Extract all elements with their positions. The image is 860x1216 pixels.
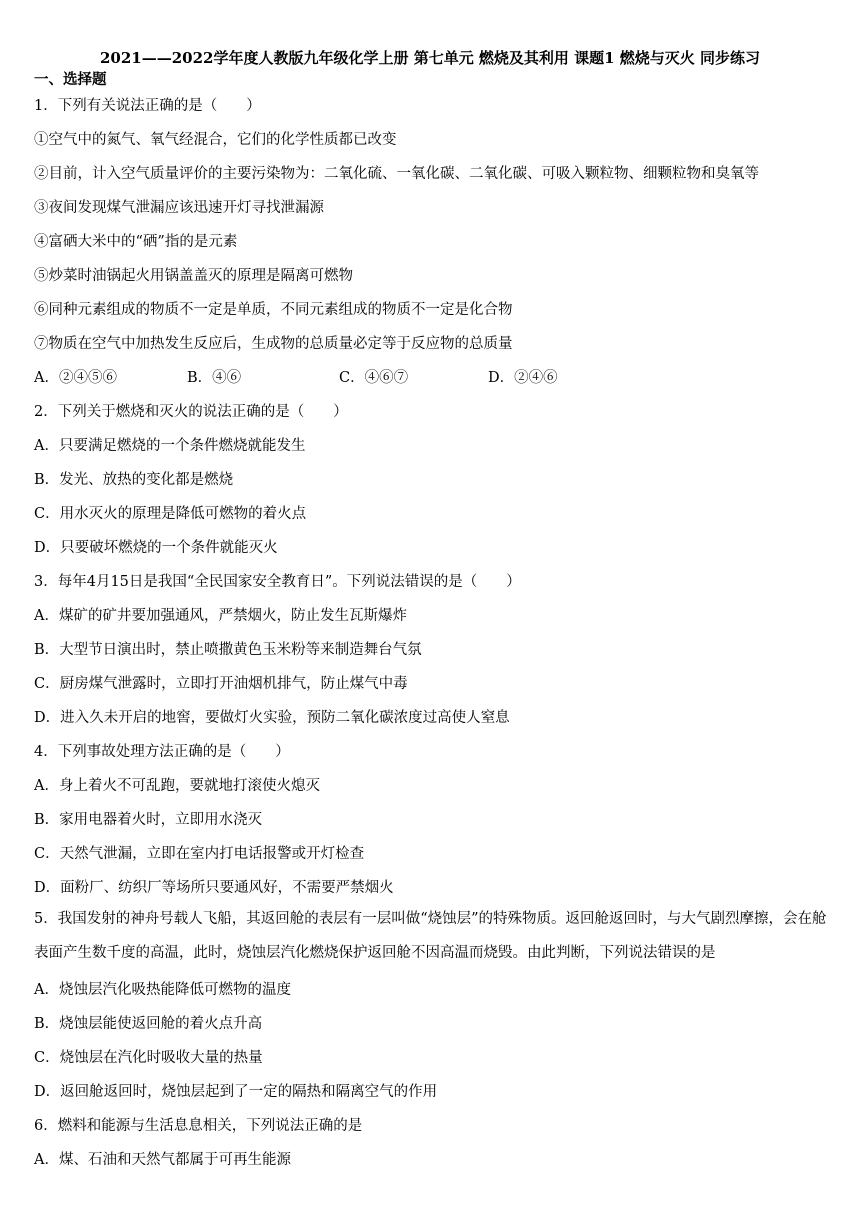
question-5-option-c[interactable]: C．烧蚀层在汽化时吸收大量的热量 bbox=[34, 1050, 263, 1066]
question-2-option-d[interactable]: D．只要破坏燃烧的一个条件就能灭火 bbox=[34, 540, 278, 556]
question-6-stem: 6．燃料和能源与生活息息相关，下列说法正确的是 bbox=[34, 1118, 363, 1134]
question-2-option-a[interactable]: A．只要满足燃烧的一个条件燃烧就能发生 bbox=[34, 438, 306, 454]
question-3-option-d[interactable]: D．进入久未开启的地窖，要做灯火实验，预防二氧化碳浓度过高使人窒息 bbox=[34, 710, 510, 726]
question-5-stem: 5．我国发射的神舟号载人飞船，其返回舱的表层有一层叫做“烧蚀层”的特殊物质。返回舱返回时，与大气剧烈摩擦，会在舱表面产生数千度的高温，此时，烧蚀层汽化燃烧保护返回舱不因高温而烧毁。由此判断，下列说法错误的是 bbox=[34, 911, 827, 961]
question-3-option-b[interactable]: B．大型节日演出时，禁止喷撒黄色玉米粉等来制造舞台气氛 bbox=[34, 642, 422, 658]
question-1-option-a[interactable]: A．②④⑤⑥ bbox=[34, 370, 117, 386]
question-3-stem: 3．每年4月15日是我国“全民国家安全教育日”。下列说法错误的是（ ） bbox=[34, 574, 521, 590]
question-1-statement-3: ③夜间发现煤气泄漏应该迅速开灯寻找泄漏源 bbox=[34, 200, 324, 216]
question-4-option-d[interactable]: D．面粉厂、纺织厂等场所只要通风好，不需要严禁烟火 bbox=[34, 880, 394, 896]
question-1-option-b[interactable]: B．④⑥ bbox=[187, 370, 242, 386]
question-1-stem: 1．下列有关说法正确的是（ ） bbox=[34, 98, 261, 114]
question-1-option-c[interactable]: C．④⑥⑦ bbox=[339, 370, 409, 386]
question-1-statement-1: ①空气中的氮气、氧气经混合，它们的化学性质都已改变 bbox=[34, 132, 397, 148]
question-4-option-c[interactable]: C．天然气泄漏，立即在室内打电话报警或开灯检查 bbox=[34, 846, 365, 862]
question-1-statement-7: ⑦物质在空气中加热发生反应后，生成物的总质量必定等于反应物的总质量 bbox=[34, 336, 513, 352]
question-4-option-a[interactable]: A．身上着火不可乱跑，要就地打滚使火熄灭 bbox=[34, 778, 320, 794]
question-1-statement-5: ⑤炒菜时油锅起火用锅盖盖灭的原理是隔离可燃物 bbox=[34, 268, 353, 284]
question-1-statement-2: ②目前，计入空气质量评价的主要污染物为：二氧化硫、一氧化碳、二氧化碳、可吸入颗粒物、细颗粒物和臭氧等 bbox=[34, 166, 759, 182]
question-2-option-c[interactable]: C．用水灭火的原理是降低可燃物的着火点 bbox=[34, 506, 307, 522]
question-4-option-b[interactable]: B．家用电器着火时，立即用水浇灭 bbox=[34, 812, 263, 828]
question-1-statement-4: ④富硒大米中的“硒”指的是元素 bbox=[34, 234, 238, 250]
question-3-option-c[interactable]: C．厨房煤气泄露时，立即打开油烟机排气，防止煤气中毒 bbox=[34, 676, 408, 692]
question-1-option-d[interactable]: D．②④⑥ bbox=[488, 370, 558, 386]
question-6-option-a[interactable]: A．煤、石油和天然气都属于可再生能源 bbox=[34, 1152, 291, 1168]
question-3-option-a[interactable]: A．煤矿的矿井要加强通风，严禁烟火，防止发生瓦斯爆炸 bbox=[34, 608, 407, 624]
question-5-option-a[interactable]: A．烧蚀层汽化吸热能降低可燃物的温度 bbox=[34, 982, 291, 998]
document-title: 2021——2022学年度人教版九年级化学上册 第七单元 燃烧及其利用 课题1 燃烧与灭火 同步练习 bbox=[99, 49, 761, 67]
question-2-option-b[interactable]: B．发光、放热的变化都是燃烧 bbox=[34, 472, 234, 488]
section-heading: 一、选择题 bbox=[34, 71, 107, 88]
question-1-statement-6: ⑥同种元素组成的物质不一定是单质，不同元素组成的物质不一定是化合物 bbox=[34, 302, 513, 318]
question-5-option-d[interactable]: D．返回舱返回时，烧蚀层起到了一定的隔热和隔离空气的作用 bbox=[34, 1084, 438, 1100]
question-4-stem: 4．下列事故处理方法正确的是（ ） bbox=[34, 744, 290, 760]
question-5-option-b[interactable]: B．烧蚀层能使返回舱的着火点升高 bbox=[34, 1016, 263, 1032]
question-2-stem: 2．下列关于燃烧和灭火的说法正确的是（ ） bbox=[34, 404, 348, 420]
